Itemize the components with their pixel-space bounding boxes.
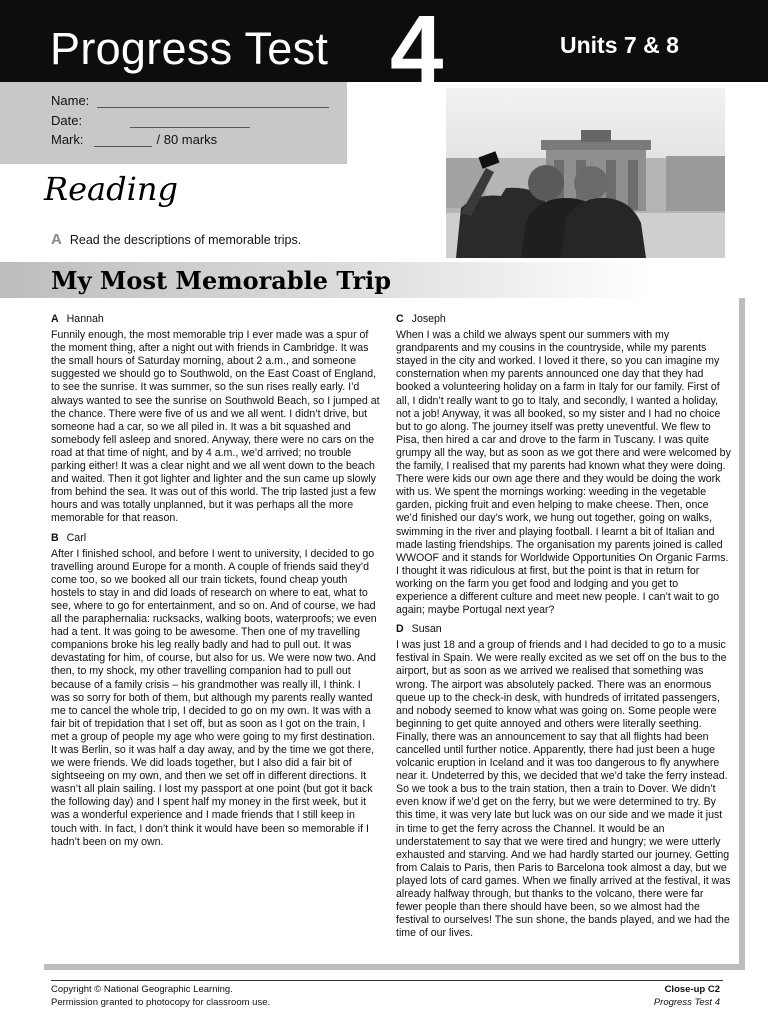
story-text: After I finished school, and before I went to university, I decided to go travelling around Europe for a month. A couple of friends said they’d come too, so we booked all our train tickets, found cheap youth hostels to stay in and did loads of research on where to eat, what to see, where to go for entertainment, and so on. And of course, we had all the paraphernalia: rucksacks, walking boots, waterproofs; we even had a tent. It was going to be awesome. Then one of my travelling companions broke his leg really badly and had to pull out. It was devastating for him, of course, but also for us. We were now two. And then, to my shock, my other travelling companion had to pull out because of a family crisis – his grandmother was really ill, I think. I was so sorry for both of them, but although my parents really wanted me to cancel the whole trip, I decided to go on my own. It was with a fair bit of trepidation that I set off, but as soon as I got on the train, I met a group of people my age who were going to my first destination. It was Berlin, so it was half a day away, and by the time we got there, we were friends. We did loads together, but I also did a fair bit of sightseeing on my own, and then we set off in different directions. It wasn’t all plain sailing. I lost my passport at one point (but got it back the following day) and I spent half my money in the first week, but it was a wonderful experience and I made friends that I still keep in touch with. In fact, I don’t think it would have been so memorable if I hadn’t been on my own. — [51, 547, 377, 848]
instruction — [51, 231, 301, 248]
story-c — [396, 313, 732, 617]
date-label: Date: — [51, 113, 83, 128]
story-text: When I was a child we always spent our summers with my grandparents and my cousins in the countryside, while my parents stayed in the city and worked. I loved it there, so you can imagine my consternation when my parents announced one day that they had booked a volunteering holiday on a farm in Italy for our family. First of all, I didn’t really want to go to Italy, and secondly, I wanted a holiday, not a job! Anyway, it was all booked, so my sister and I had no choice but to go along. The journey itself was pretty uneventful. We flew to Pisa, then hired a car and drove to the farm in Tuscany. I was quite grumpy all the way, but as soon as we got there and were welcomed by the family, I realised that my parents had known what they were doing. There were kids our own age there and they would be doing the work with us. We spent the mornings working: weeding in the vegetable garden, picking fruit and even helping to make cheese. Then, once we’d finished our day’s work, we hung out together, going on walks, swimming in the river and playing football. I learnt a bit of Italian and made lasting friendships. The organisation my parents joined is called WWOOF and it stands for Worldwide Opportunities On Organic Farms. I thought it was ridiculous at first, but the point is that in return for working on the farm you get food and lodging and you get to experience a different culture and meet new people. I can’t wait to go again; maybe Portugal next year? — [396, 329, 731, 617]
story-author: Susan — [411, 623, 442, 636]
mark-label: Mark: — [51, 132, 84, 147]
mark-suffix: / 80 marks — [156, 132, 218, 147]
selfie-photo-illustration — [446, 88, 725, 258]
page-title: Progress Test — [50, 23, 329, 74]
story-author: Hannah — [66, 313, 104, 325]
photo-two-men-selfie — [446, 88, 725, 258]
footer-rule — [51, 980, 723, 981]
story-letter: B — [51, 531, 59, 544]
section-heading: Reading — [44, 170, 178, 208]
test-name: Progress Test 4 — [653, 997, 720, 1008]
column-right — [396, 313, 732, 946]
name-label: Name: — [51, 93, 90, 108]
copyright: Copyright © National Geographic Learning. — [51, 984, 233, 995]
date-field[interactable] — [130, 115, 250, 128]
story-a — [51, 313, 380, 526]
story-d — [396, 623, 732, 940]
story-letter: D — [396, 623, 404, 636]
story-header — [51, 313, 380, 326]
story-author: Carl — [66, 531, 87, 544]
story-header — [51, 532, 380, 545]
column-left — [51, 313, 380, 855]
permission-note: Permission granted to photocopy for classroom use. — [51, 997, 271, 1008]
story-text: Funnily enough, the most memorable trip I ever made was a spur of the moment thing, after a night out with friends in Cambridge. It was the small hours of Saturday morning, about 2 a.m., and someone suggested we should go to Southwold, on the East Coast of England, to see the sunrise. It was summer, so the sun rises really early. I’d always wanted to see the sunrise on Southwold Beach, so I jumped at the chance. There were five of us and we all went. I didn’t drive, but someone had a car, so we all piled in. It was a bit squashed and somebody fell asleep and snored. Anyway, there were no cars on the road at that time of night, and by 4 a.m., we’d arrived; no trouble parking either! It was a clear night and we all went down to the beach and waited. Then it got lighter and lighter and the sun came up slowly from behind the sea. It was out of this world. The trip lasted just a few hours and was totally unplanned, but it was perhaps all the more memorable for that reason. — [51, 329, 380, 525]
book-title: Close-up C2 — [664, 984, 720, 995]
story-header — [396, 313, 732, 326]
article-title: My Most Memorable Trip — [51, 266, 392, 295]
instruction-text: Read the descriptions of memorable trips. — [69, 233, 302, 247]
story-text: I was just 18 and a group of friends and I had decided to go to a music festival in Spain. We were really excited as we set off on the bus to the airport, but as soon as we arrived we realised that something was wrong. The airport was absolutely packed. There was an enormous queue up to the check-in desk, with hundreds of irritated passengers, and nobody seemed to know what was going on. Some people were beginning to get quite annoyed and others were literally seething. Finally, there was an announcement to say that all flights had been cancelled until further notice. Apparently, there had just been a huge volcanic eruption in Iceland and it was too dangerous to fly anywhere near it. Undeterred by this, we decided that we’d take the ferry instead. So we took a bus to the train station, then a train to Dover. We didn’t even know if we’d get on the ferry, but we were determined to try. By this time, it was very late but luck was on our side and we made it just in time to get the ferry across the Channel. It would be an understatement to say that we were tired and hungry; we were utterly exhausted and starving. And we had hardly started our journey. Getting from Calais to Paris, then Paris to Barcelona took almost a day, but we played lots of card games. When we finally arrived at the festival, it was already halfway through, but thanks to the volcano, there were far fewer people than there should have been, so we almost had the festival to ourselves! The sun shone, the bands played, and we had the time of our lives. — [396, 639, 731, 940]
story-letter: C — [396, 313, 404, 325]
mark-row — [51, 132, 217, 147]
story-header — [396, 623, 732, 636]
test-number: 4 — [390, 0, 444, 103]
story-letter: A — [51, 313, 59, 325]
story-author: Joseph — [411, 313, 446, 325]
instruction-letter: A — [51, 231, 62, 248]
units-label: Units 7 & 8 — [560, 32, 679, 58]
name-row — [51, 93, 329, 108]
story-b — [51, 532, 380, 849]
mark-field[interactable] — [94, 134, 152, 147]
name-field[interactable] — [97, 95, 329, 108]
date-row — [51, 113, 250, 128]
